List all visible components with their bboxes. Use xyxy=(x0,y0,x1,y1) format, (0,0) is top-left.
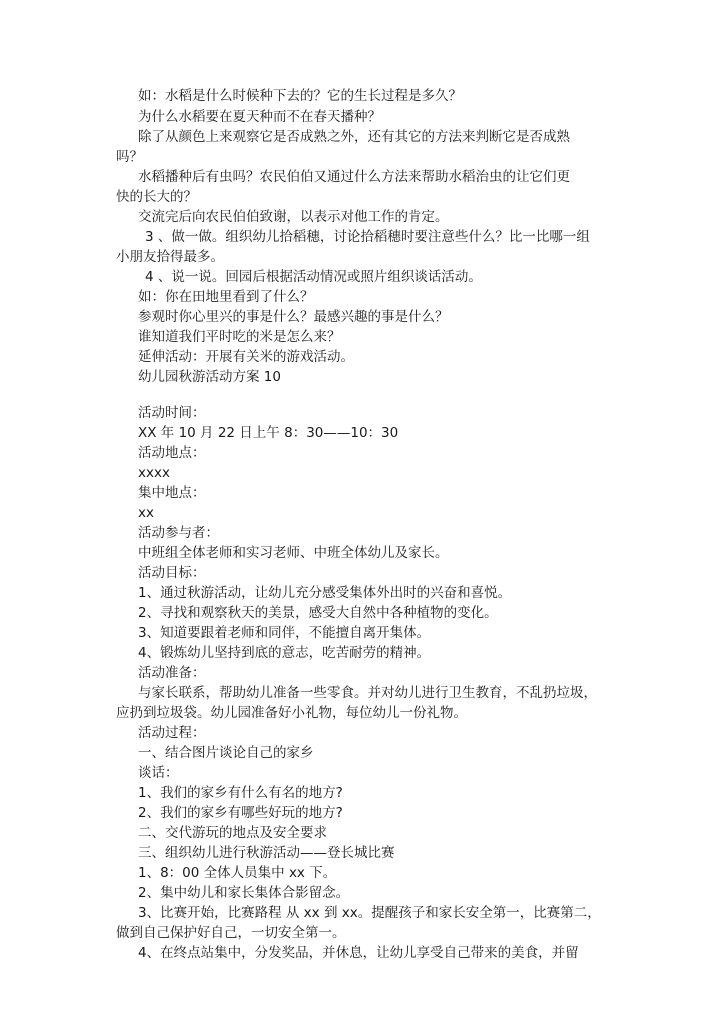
text-line: 4 、说一说。回园后根据活动情况或照片组织谈话活动。 xyxy=(145,269,482,285)
text-line: 3 、做一做。组织幼儿拾稻穗，讨论拾稻穗时要注意些什么？比一比哪一组 xyxy=(145,229,590,245)
text-line: 集中地点： xyxy=(138,485,206,501)
text-line: 4、锻炼幼儿坚持到底的意志，吃苦耐劳的精神。 xyxy=(138,645,431,661)
text-line: 1、通过秋游活动，让幼儿充分感受集体外出时的兴奋和喜悦。 xyxy=(138,585,512,601)
text-line: 谈话： xyxy=(138,765,179,781)
text-line: xxxx xyxy=(138,465,170,481)
text-line: 1、8：00 全体人员集中 xx 下。 xyxy=(138,865,337,881)
text-line: 如：水稻是什么时候种下去的？它的生长过程是多久？ xyxy=(138,88,462,104)
text-line: 1、我们的家乡有什么有名的地方? xyxy=(138,785,343,801)
text-line: 3、知道要跟着老师和同伴，不能擅自离开集体。 xyxy=(138,625,431,641)
text-line: 为什么水稻要在夏天种而不在春天播种？ xyxy=(138,109,381,125)
text-line: 活动目标： xyxy=(138,565,206,581)
text-line: 三、组织幼儿进行秋游活动——登长城比赛 xyxy=(138,845,395,861)
text-line: 与家长联系，帮助幼儿准备一些零食。并对幼儿进行卫生教育，不乱扔垃圾， xyxy=(138,685,597,701)
text-line: 快的长大的？ xyxy=(116,189,197,205)
text-line: 水稻播种后有虫吗？农民伯伯又通过什么方法来帮助水稻治虫的让它们更 xyxy=(138,169,570,185)
text-line: 做到自己保护好自己，一切安全第一。 xyxy=(116,925,346,941)
text-line: 中班组全体老师和实习老师、中班全体幼儿及家长。 xyxy=(138,545,449,561)
section-title: 幼儿园秋游活动方案 10 xyxy=(138,369,281,385)
text-line: 活动时间： xyxy=(138,405,206,421)
text-line: 除了从颜色上来观察它是否成熟之外，还有其它的方法来判断它是否成熟 xyxy=(138,129,570,145)
text-line: 3、比赛开始，比赛路程 从 xx 到 xx。提醒孩子和家长安全第一，比赛第二， xyxy=(138,905,601,921)
text-line: 二、交代游玩的地点及安全要求 xyxy=(138,825,327,841)
text-line: 4、在终点站集中，分发奖品，并休息，让幼儿享受自己带来的美食，并留 xyxy=(138,945,579,961)
text-line: 交流完后向农民伯伯致谢，以表示对他工作的肯定。 xyxy=(138,209,449,225)
text-line: 一、结合图片谈论自己的家乡 xyxy=(138,745,314,761)
text-line: 活动参与者： xyxy=(138,525,219,541)
text-line: 延伸活动：开展有关米的游戏活动。 xyxy=(138,349,354,365)
text-line: 应扔到垃圾袋。幼儿园准备好小礼物，每位幼儿一份礼物。 xyxy=(116,705,467,721)
text-line: 活动过程： xyxy=(138,725,206,741)
text-line: 活动准备： xyxy=(138,665,206,681)
text-line: 如：你在田地里看到了什么？ xyxy=(138,289,314,305)
text-line: XX 年 10 月 22 日上午 8：30——10：30 xyxy=(138,425,399,441)
text-line: 活动地点： xyxy=(138,445,206,461)
text-line: 2、我们的家乡有哪些好玩的地方? xyxy=(138,805,343,821)
text-line: 参观时你心里兴的事是什么？最感兴趣的事是什么？ xyxy=(138,309,449,325)
text-line: 谁知道我们平时吃的米是怎么来？ xyxy=(138,329,341,345)
text-line: 2、寻找和观察秋天的美景，感受大自然中各种植物的变化。 xyxy=(138,605,498,621)
text-line: xx xyxy=(138,505,154,521)
text-line: 吗？ xyxy=(116,149,143,165)
text-line: 小朋友拾得最多。 xyxy=(116,249,224,265)
text-line: 2、集中幼儿和家长集体合影留念。 xyxy=(138,885,350,901)
